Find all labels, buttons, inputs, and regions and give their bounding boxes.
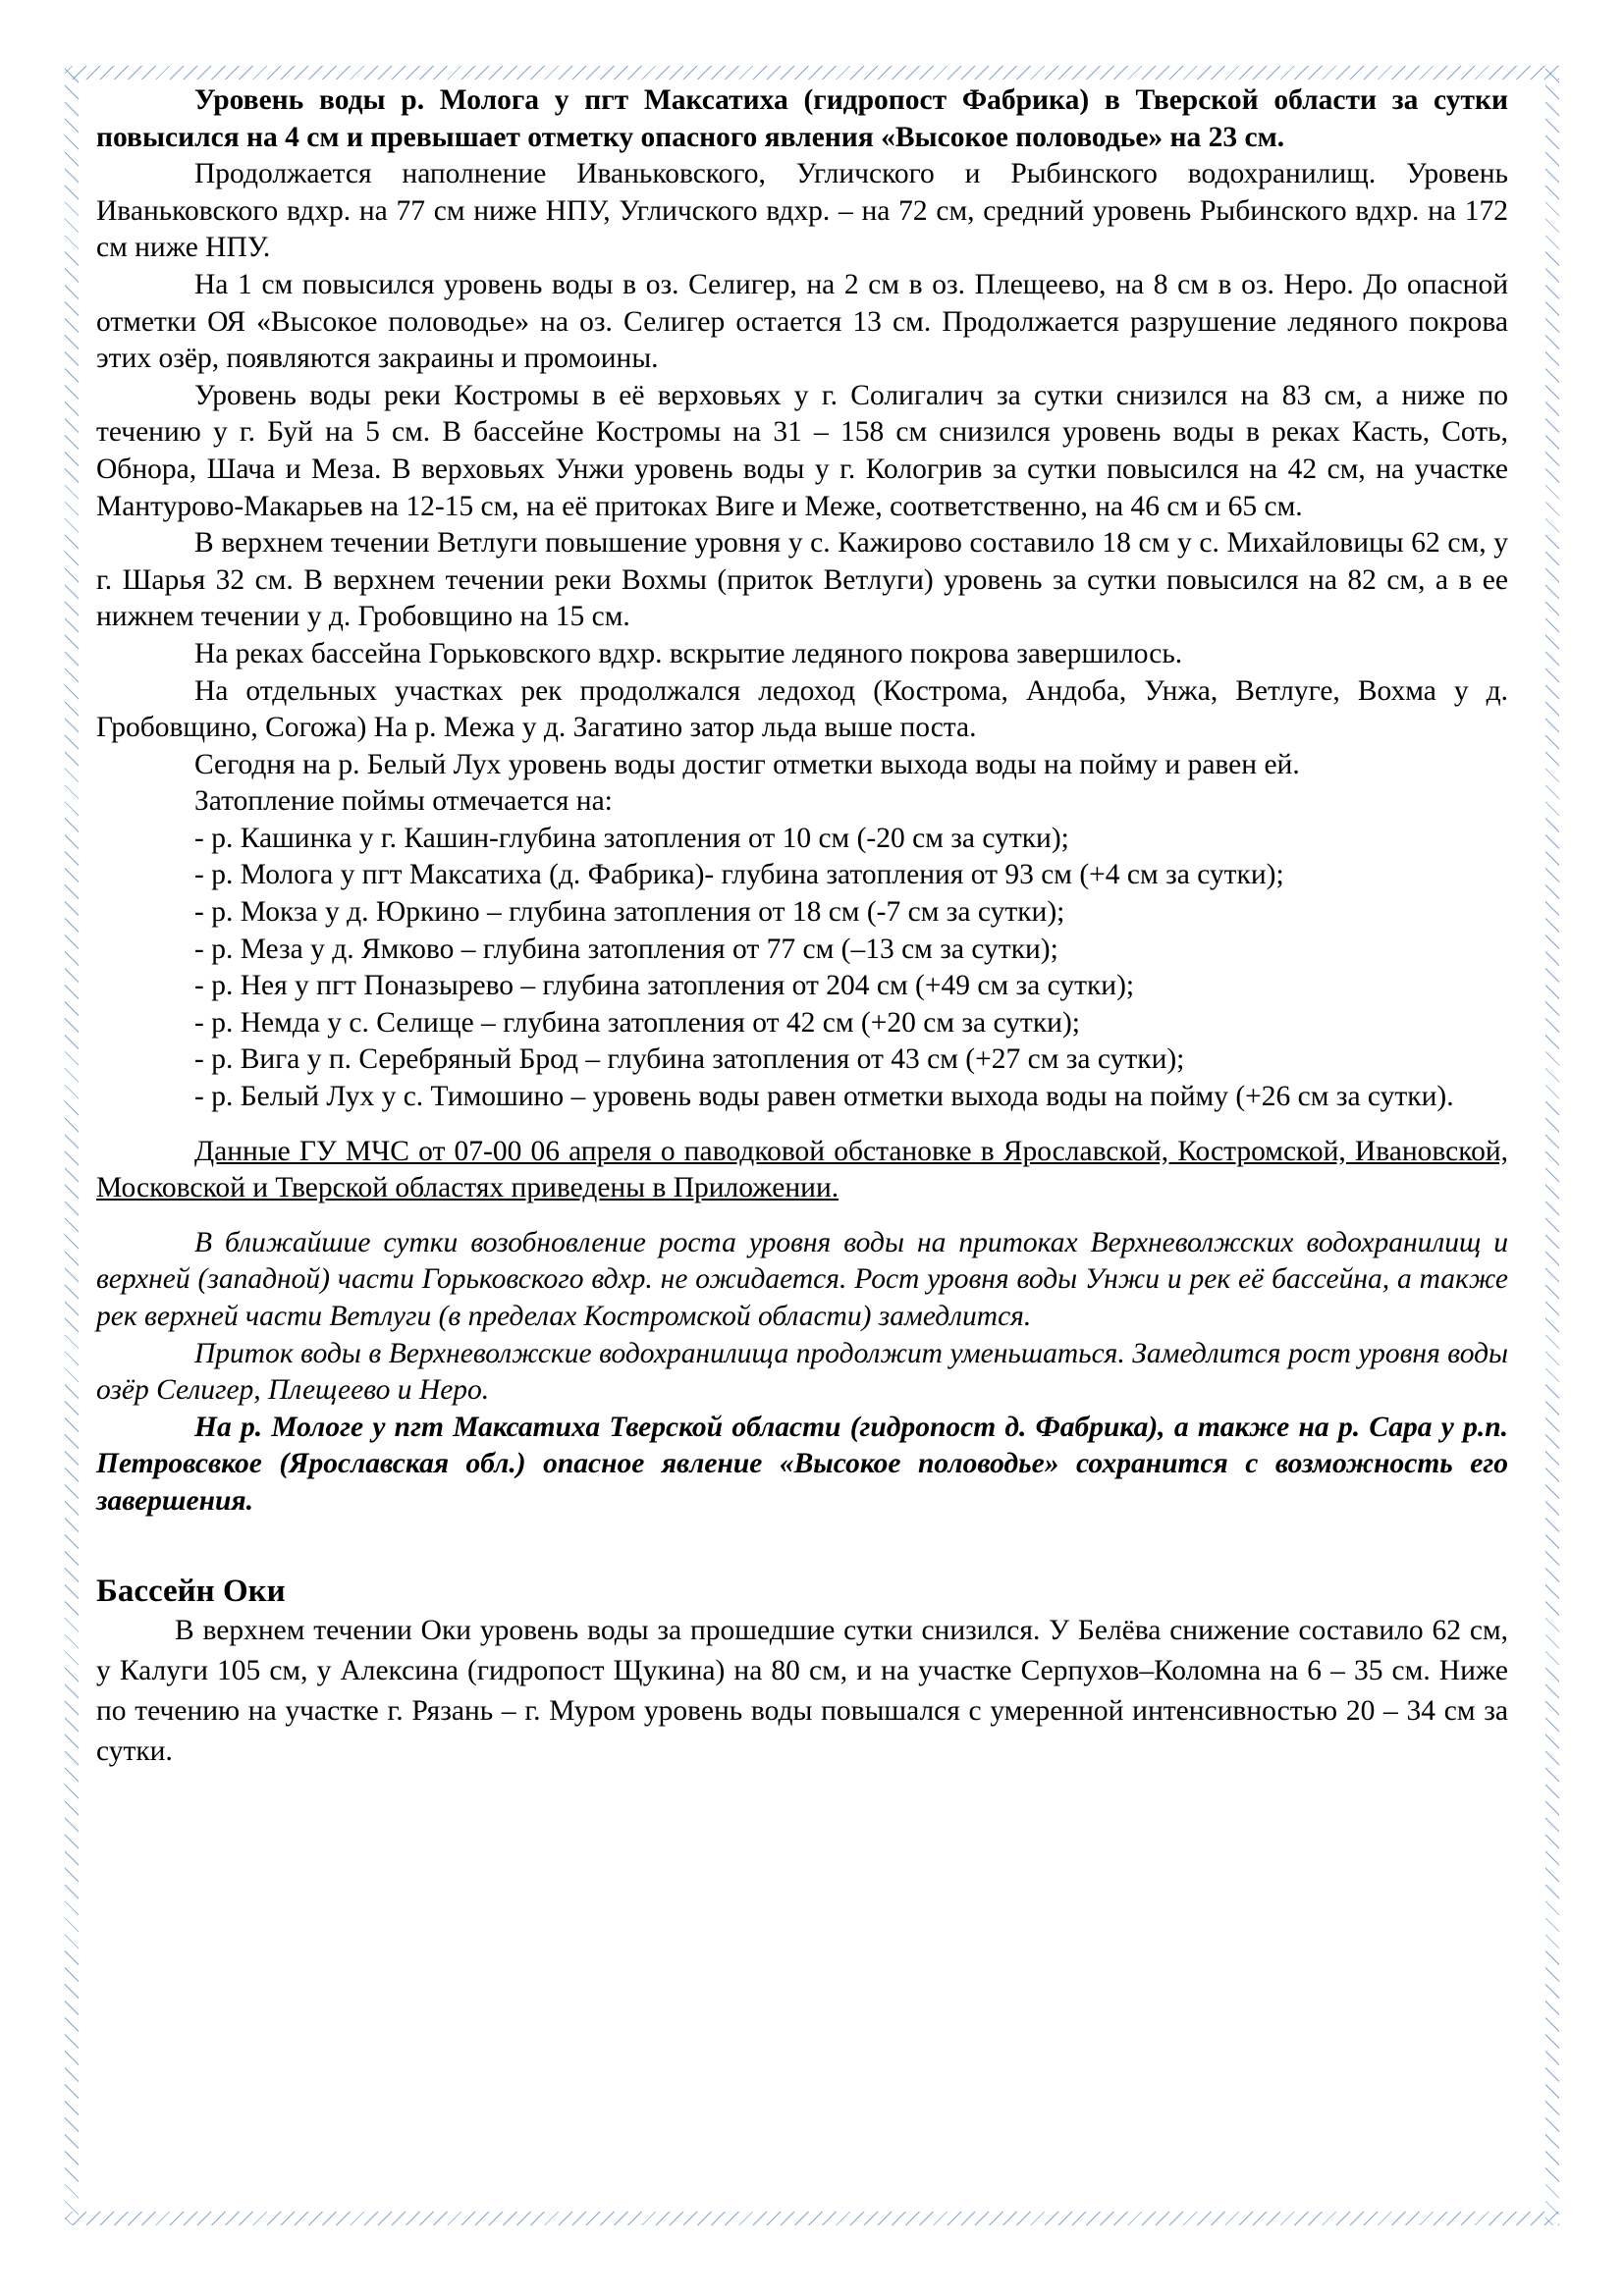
appendix-note: Данные ГУ МЧС от 07-00 06 апреля о паводковой обстановке в Ярославской, Костромской, Ивановской, Московской и Тверской областях приведены в Приложении. (96, 1135, 1508, 1204)
flood-item: - р. Мокза у д. Юркино – глубина затопления от 18 см (-7 см за сутки); (194, 896, 1065, 929)
forecast-paragraph-1: В ближайшие сутки возобновление роста уровня воды на притоках Верхневолжских водохранилищ и верхней (западной) части Горьковского вдхр. не ожидается. Рост уровня воды Унжи и рек её бассейна, а также рек верхней части Ветлуги (в пределах Костромской области) замедлится. (96, 1226, 1508, 1332)
flood-item: - р. Кашинка у г. Кашин-глубина затопления от 10 см (-20 см за сутки); (194, 822, 1069, 854)
border-left (65, 66, 79, 2225)
flood-item: - р. Меза у д. Ямково – глубина затопления от 77 см (–13 см за сутки); (194, 933, 1058, 965)
reservoirs-paragraph: Продолжается наполнение Иваньковского, Угличского и Рыбинского водохранилищ. Уровень Иваньковского вдхр. на 77 см ниже НПУ, Угличского вдхр. – на 72 см, средний уровень Рыбинского вдхр. на 172 см ниже НПУ. (96, 158, 1508, 264)
mologa-alert-paragraph: Уровень воды р. Молога у пгт Максатиха (гидропост Фабрика) в Тверской области за сутки повысился на 4 см и превышает отметку опасного явления «Высокое половодье» на 23 см. (96, 84, 1508, 153)
lakes-paragraph: На 1 см повысился уровень воды в оз. Селигер, на 2 см в оз. Плещеево, на 8 см в оз. Неро. До опасной отметки ОЯ «Высокое половодье» на оз. Селигер остается 13 см. Продолжается разрушение ледяного покрова этих озёр, появляются закраины и промоины. (96, 268, 1508, 375)
volga-section (96, 82, 1508, 1521)
flood-item: - р. Немда у с. Селище – глубина затопления от 42 см (+20 см за сутки); (194, 1006, 1080, 1039)
forecast-paragraph-2: Приток воды в Верхневолжские водохранилища продолжит уменьшаться. Замедлится рост уровня воды озёр Селигер, Плещеево и Неро. (96, 1337, 1508, 1407)
flood-item: - р. Белый Лух у с. Тимошино – уровень воды равен отметки выхода воды на пойму (+26 см за сутки). (194, 1081, 1454, 1113)
kostroma-paragraph: Уровень воды реки Костромы в её верховьях у г. Солигалич за сутки снизился на 83 см, а ниже по течению у г. Буй на 5 см. В бассейне Костромы на 31 – 158 см снизился уровень воды в реках Касть, Соть, Обнора, Шача и Меза. В верховьях Унжи уровень воды у г. Кологрив за сутки повысился на 42 см, на участке Мантурово-Макарьев на 12-15 см, на её притоках Виге и Меже, соответственно, на 46 см и 65 см. (96, 379, 1508, 522)
flood-list (96, 821, 1508, 1116)
belyi-lukh-paragraph: Сегодня на р. Белый Лух уровень воды достиг отметки выхода воды на пойму и равен ей. (194, 748, 1300, 780)
gorky-ice-paragraph: На реках бассейна Горьковского вдхр. вскрытие ледяного покрова завершилось. (194, 637, 1183, 669)
flood-item: - р. Молога у пгт Максатиха (д. Фабрика)- глубина затопления от 93 см (+4 см за сутки); (194, 859, 1284, 891)
border-right (1545, 66, 1559, 2225)
forecast-paragraph-3: На р. Мологе у пгт Максатиха Тверской области (гидропост д. Фабрика), а также на р. Сара у р.п. Петровсвкое (Ярославская обл.) опасное явление «Высокое половодье» сохранится с возможность его завершения. (96, 1411, 1508, 1517)
flood-item: - р. Нея у пгт Поназырево – глубина затопления от 204 см (+49 см за сутки); (194, 970, 1135, 1002)
ice-drift-paragraph: На отдельных участках рек продолжался ледоход (Кострома, Андоба, Унжа, Ветлуге, Вохма у д. Гробовщино, Согожа) На р. Межа у д. Загатино затор льда выше поста. (96, 674, 1508, 744)
vetluga-paragraph: В верхнем течении Ветлуги повышение уровня у с. Кажирово составило 18 см у с. Михайловицы 62 см, у г. Шарья 32 см. В верхнем течении реки Вохмы (приток Ветлуги) уровень за сутки повысился на 82 см, а в ее нижнем течении у д. Гробовщино на 15 см. (96, 527, 1508, 633)
border-bottom (65, 2212, 1559, 2225)
flood-intro: Затопление поймы отмечается на: (194, 785, 613, 818)
oka-section (96, 1572, 1508, 1772)
flood-item: - р. Вига у п. Серебряный Брод – глубина затопления от 43 см (+27 см за сутки); (194, 1043, 1185, 1076)
oka-paragraph: В верхнем течении Оки уровень воды за прошедшие сутки снизился. У Белёва снижение составило 62 см, у Калуги 105 см, у Алексина (гидропост Щукина) на 80 см, и на участке Серпухов–Коломна на 6 – 35 см. Ниже по течению на участке г. Рязань – г. Муром уровень воды повышался с умеренной интенсивностью 20 – 34 см за сутки. (96, 1614, 1508, 1767)
border-top (65, 66, 1559, 80)
oka-heading: Бассейн Оки (96, 1573, 286, 1609)
document-page (96, 82, 1508, 1772)
